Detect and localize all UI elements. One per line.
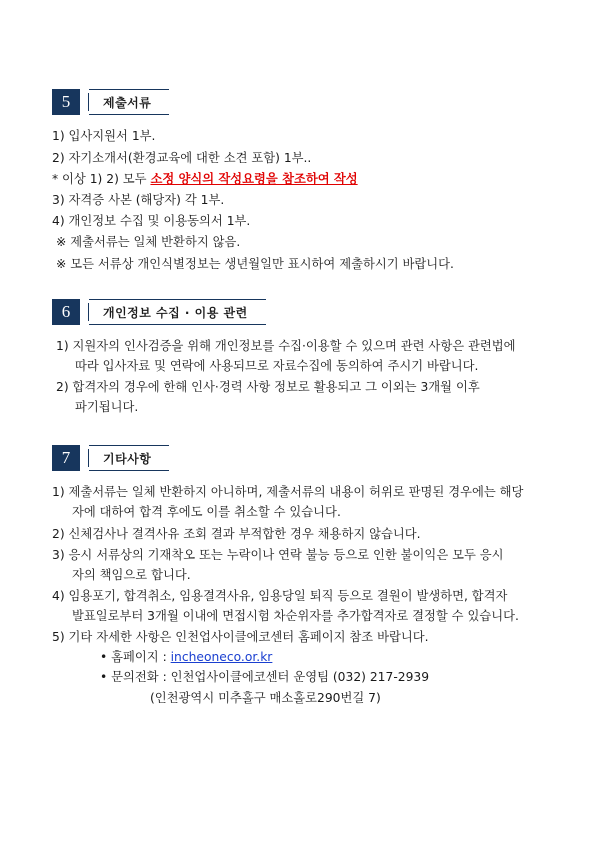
section-6-line-1: 1) 지원자의 인사검증을 위해 개인정보를 수집·이용할 수 있으며 관련 사항은 관련법에 xyxy=(56,339,516,353)
section-7-line-7: 발표일로부터 3개월 이내에 면접시험 차순위자를 추가합격자로 결정할 수 있습니다. xyxy=(72,609,519,623)
section-6-title: 개인정보 수집 · 이용 관련 xyxy=(103,305,248,320)
homepage-link[interactable]: incheoneco.or.kr xyxy=(170,650,273,664)
section-6-line-2: 따라 입사자료 및 연락에 사용되므로 자료수집에 동의하여 주시기 바랍니다. xyxy=(75,359,479,373)
section-5-note-emphasis: 소정 양식의 작성요령을 참조하여 작성 xyxy=(150,172,358,186)
section-6-title-box xyxy=(89,299,266,325)
section-5-note xyxy=(52,170,358,188)
section-7-title: 기타사항 xyxy=(103,451,152,466)
section-5-line-2: 2) 자기소개서(환경교육에 대한 소견 포함) 1부.. xyxy=(52,151,312,165)
section-5-title-box xyxy=(89,89,169,115)
section-5-note-prefix: * 이상 1) 2) 모두 xyxy=(52,172,151,186)
section-5-line-6: ※ 모든 서류상 개인식별정보는 생년월일만 표시하여 제출하시기 바랍니다. xyxy=(56,257,454,271)
section-5-line-4: 4) 개인정보 수집 및 이용동의서 1부. xyxy=(52,214,251,228)
section-5-line-3: 3) 자격증 사본 (해당자) 각 1부. xyxy=(52,193,225,207)
section-7-title-box xyxy=(89,445,169,471)
section-7-line-3: 2) 신체검사나 결격사유 조회 결과 부적합한 경우 채용하지 않습니다. xyxy=(52,527,421,541)
section-7-contact: • 문의전화 : 인천업사이클에코센터 운영팀 (032) 217-2939 xyxy=(100,670,430,684)
section-7-line-4: 3) 응시 서류상의 기재착오 또는 누락이나 연락 불능 등으로 인한 불이익은 모두 응시 xyxy=(52,548,504,562)
section-7-homepage xyxy=(100,648,272,666)
section-7-header xyxy=(52,445,169,471)
section-5-title: 제출서류 xyxy=(103,95,152,110)
section-7-address: (인천광역시 미추홀구 매소홀로290번길 7) xyxy=(150,691,381,705)
section-5-number: 5 xyxy=(52,89,80,115)
section-6-line-3: 2) 합격자의 경우에 한해 인사·경력 사항 정보로 활용되고 그 이외는 3개월 이후 xyxy=(56,380,480,394)
section-6-number: 6 xyxy=(52,299,80,325)
section-7-line-2: 자에 대하여 합격 후에도 이를 취소할 수 있습니다. xyxy=(72,505,341,519)
section-5-line-5: ※ 제출서류는 일체 반환하지 않음. xyxy=(56,235,241,249)
section-7-line-6: 4) 임용포기, 합격취소, 임용결격사유, 임용당일 퇴직 등으로 결원이 발생하면, 합격자 xyxy=(52,589,508,603)
homepage-label: • 홈페이지 : xyxy=(100,650,171,664)
section-5-header xyxy=(52,89,169,115)
section-5-line-1: 1) 입사지원서 1부. xyxy=(52,129,156,143)
section-6-line-4: 파기됩니다. xyxy=(75,400,139,414)
section-7-line-5: 자의 책임으로 합니다. xyxy=(72,568,191,582)
section-7-number: 7 xyxy=(52,445,80,471)
section-6-header xyxy=(52,299,266,325)
section-7-line-8: 5) 기타 자세한 사항은 인천업사이클에코센터 홈페이지 참조 바랍니다. xyxy=(52,630,429,644)
section-7-line-1: 1) 제출서류는 일체 반환하지 아니하며, 제출서류의 내용이 허위로 판명된 경우에는 해당 xyxy=(52,485,524,499)
